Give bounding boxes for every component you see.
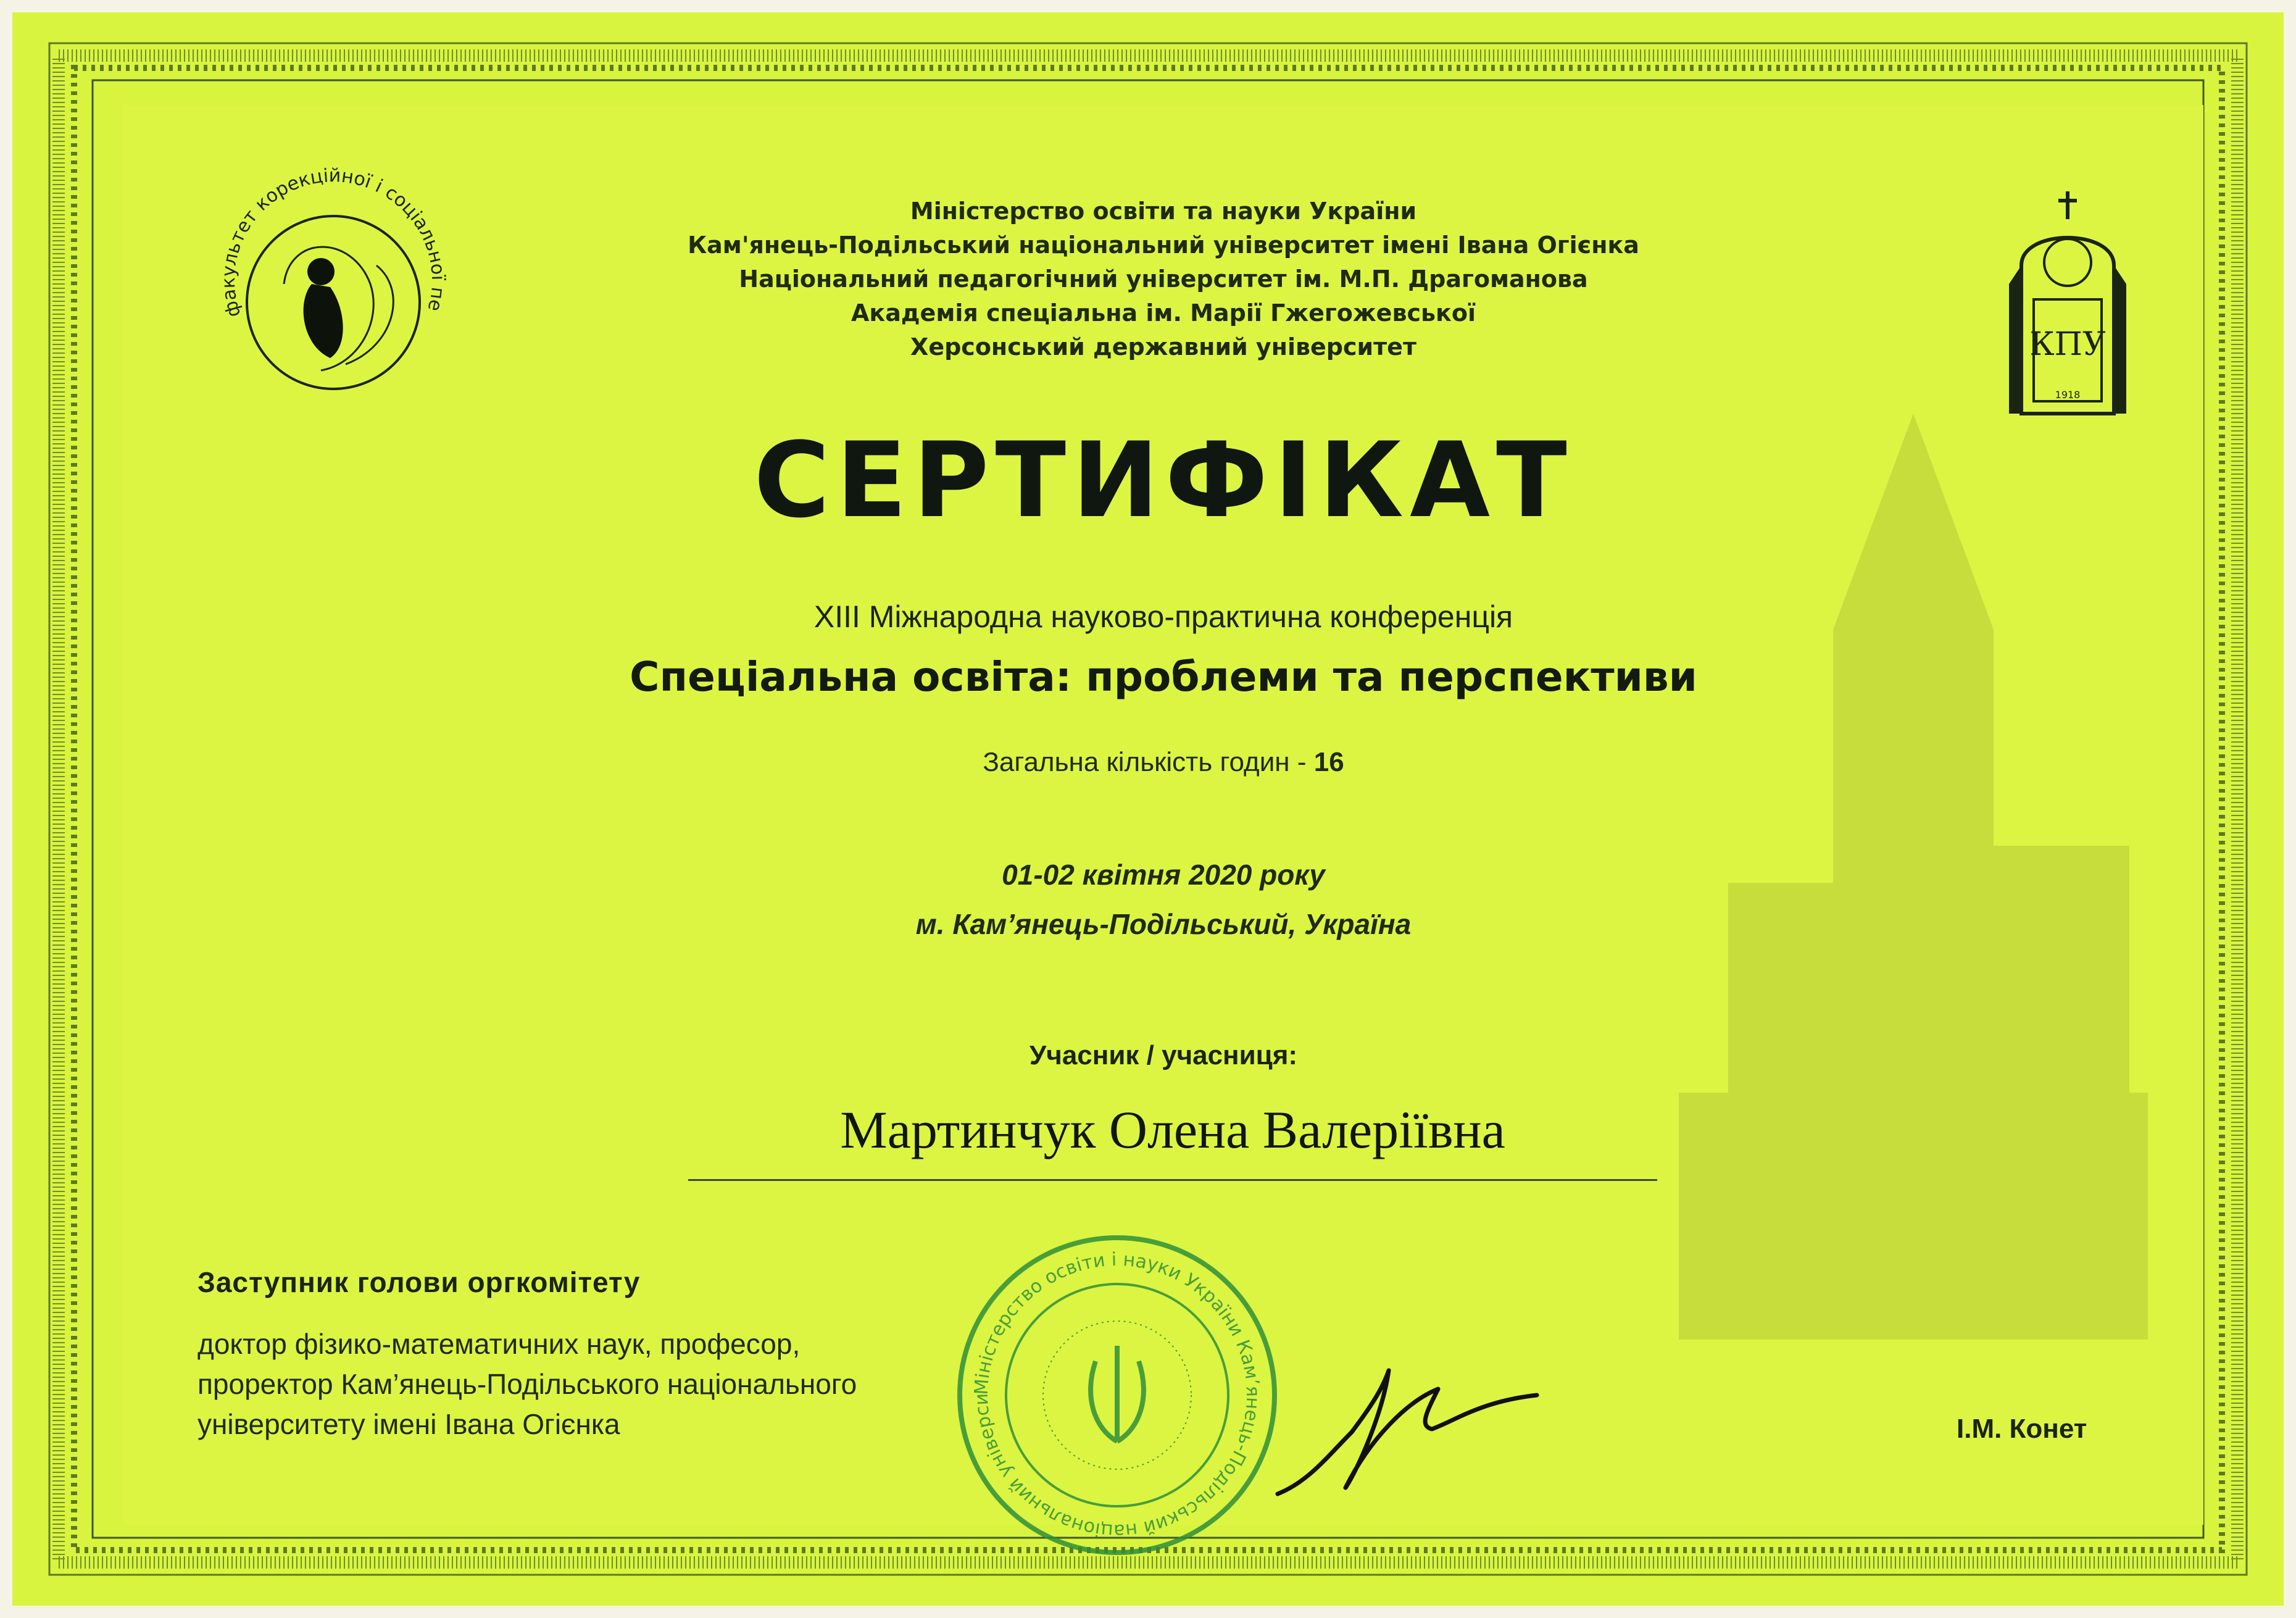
participant-label: Учасник / учасниця: — [1029, 1040, 1298, 1070]
hours-label: Загальна кількість годин - — [983, 747, 1307, 777]
name-underline — [688, 1179, 1657, 1181]
signer-title-line: університету імені Івана Огієнка — [198, 1408, 620, 1440]
header-line: Кам'янець-Подільський національний університет імені Івана Огієнка — [688, 231, 1639, 259]
signer-title-line: доктор фізико-математичних наук, професор, — [198, 1328, 801, 1360]
header-line: Національний педагогічний університет ім. М.П. Драгоманова — [739, 265, 1588, 293]
signer-title-line: проректор Кам’янець-Подільського національного — [198, 1368, 857, 1400]
certificate-paper — [12, 12, 2284, 1606]
faculty-arc-text: факультет корекційної і соціальної пе — [217, 165, 449, 320]
header-line: Міністерство освіти та науки України — [910, 198, 1417, 225]
participant-name: Мартинчук Олена Валеріївна — [840, 1100, 1505, 1159]
stamp-text: Міністерство освіти і науки України Кам’янець-Подільський національний універси — [970, 1248, 1264, 1542]
hours-total — [123, 747, 2203, 778]
conference-theme: Спеціальна освіта: проблеми та перспективи — [630, 653, 1697, 701]
certificate-body — [123, 105, 2203, 1542]
conference-city: м. Кам’янець-Подільський, Україна — [915, 908, 1412, 940]
signer-name: І.М. Конет — [1957, 1414, 2087, 1444]
svg-text:КПУ: КПУ — [2029, 326, 2106, 363]
header-line: Академія спеціальна ім. Марії Гжегожевської — [851, 299, 1476, 327]
certificate-title: СЕРТИФІКАТ — [754, 420, 1573, 541]
university-year: 1918 — [2055, 389, 2081, 401]
signer-role: Заступник голови оргкомітету — [198, 1266, 641, 1298]
conference-name: XIII Міжнародна науково-практична конференція — [813, 599, 1513, 634]
official-stamp — [944, 1222, 1290, 1571]
handwritten-signature — [1265, 1358, 1549, 1509]
signer-title — [198, 1324, 857, 1445]
institutions-header — [123, 194, 2203, 364]
header-line: Херсонський державний університет — [910, 333, 1416, 361]
conference-date: 01-02 квітня 2020 року — [1002, 859, 1325, 891]
hours-value: 16 — [1313, 747, 1344, 777]
